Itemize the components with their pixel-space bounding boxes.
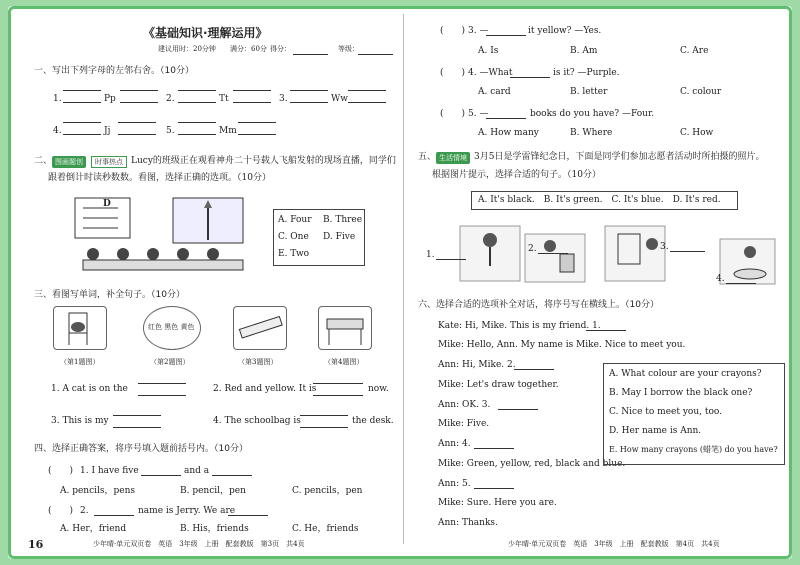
q5-opt-a: A. How many [478,128,539,138]
s4-q2: 2. [80,506,89,516]
q3-opt-c: C. Are [680,46,709,56]
dialog-line-2: Mike: Hello, Ann. My name is Mike. Nice to meet you. [438,340,686,350]
exam-sheet [8,6,792,559]
s1-letter-t: Tt [219,94,229,104]
s4-q2-b: B. His，friends [180,524,249,534]
s4-q1: 1. I have five [80,466,139,476]
q4-opt-b: B. letter [570,87,608,97]
meta-level: 等级： [338,45,359,53]
s2-opt-d: D. Five [323,232,356,242]
dialog-line-10: Mike: Sure. Here you are. [438,498,557,508]
q5-b: books do you have? —Four. [530,109,655,119]
s1-n3: 3. [279,94,288,104]
section-1-heading: 一、写出下列字母的左邻右舍。（10分） [34,66,194,76]
screen-letter: D [103,199,111,209]
q3-opt-a: A. Is [478,46,499,56]
s1-letter-m: Mm [219,126,237,136]
caption-1: （第1题图） [60,358,100,366]
s5-choices: A. It's black. B. It's green. C. It's blue. D. It's red. [478,195,721,205]
q5-bracket: ( ) [440,109,466,119]
s5-line2: 根据图片提示，选择合适的句子。（10分） [432,170,601,180]
q3-b: it yellow? —Yes. [528,26,602,36]
picture-chair-cat [53,306,107,350]
dialog-line-1: Kate: Hi, Mike. This is my friend. 1. [438,321,601,331]
photo-num-3: 3. [660,242,669,252]
s6-opt-a: A. What colour are your crayons? [609,369,762,379]
s4-q1-bracket: ( ) [48,466,74,476]
page-number: 16 [28,538,44,551]
caption-2: （第2题图） [150,358,190,366]
s3-q1: 1. A cat is on the [51,384,128,394]
q3-bracket: ( ) [440,26,466,36]
volunteer-photos [420,224,780,286]
dialog-line-6: Mike: Five. [438,419,490,429]
s3-q4: 4. The schoolbag is [213,416,301,426]
s4-q1-a: A. pencils，pens [60,486,136,496]
footer-right: 少年晴·单元双页卷 英语 3年级 上册 配套教版 第4页 共4页 [508,540,720,548]
s1-letter-w: Ww [331,94,348,104]
classroom-scene [73,190,258,272]
s4-q2-mid: name is Jerry. We are [138,506,236,516]
dialog-line-11: Ann: Thanks. [438,518,498,528]
caption-3: （第3题图） [238,358,278,366]
s2-line1: Lucy的班级正在观看神舟二十号载人飞船发射的现场直播，同学们 [131,156,396,166]
q5-opt-c: C. How [680,128,714,138]
meta-time: 建议用时：20分钟 [158,45,216,53]
s4-q1-b: B. pencil，pen [180,486,246,496]
s6-opt-b: B. May I borrow the black one? [609,388,753,398]
dialog-line-8: Mike: Green, yellow, red, black and blue. [438,459,626,469]
photo-num-2: 2. [528,244,537,254]
dialog-line-5: Ann: OK. 3. [438,400,491,410]
q3-a: 3. — [468,26,489,36]
s4-q1-mid: and a [184,466,210,476]
section-4-heading: 四、选择正确答案，将序号填入题前括号内。（10分） [34,444,248,454]
s4-q2-bracket: ( ) [48,506,74,516]
s2-opt-a: A. Four [278,215,312,225]
dialog-line-9: Ann: 5. [438,479,471,489]
q4-opt-a: A. card [478,87,511,97]
s1-n5: 5. [166,126,175,136]
dialog-line-4: Mike: Let's draw together. [438,380,559,390]
section-6-heading: 六、选择合适的选项补全对话，将序号写在横线上。（10分） [418,300,659,310]
page-divider [403,14,404,544]
s4-q1-c: C. pencils，pen [292,486,363,496]
tag-picture: 图画题创 [52,156,86,168]
s2-opt-c: C. One [278,232,309,242]
footer-left: 少年晴·单元双页卷 英语 3年级 上册 配套教版 第3页 共4页 [93,540,305,548]
s6-opt-c: C. Nice to meet you, too. [609,407,723,417]
s1-letter-j: Jj [104,126,111,136]
s5-line1: 3月5日是学雷锋纪念日，下面是同学们参加志愿者活动时所拍摄的照片。 [474,152,765,162]
caption-4: （第4题图） [324,358,364,366]
photo-num-1: 1. [426,250,435,260]
meta-got: 得分： [270,45,291,53]
s1-n1: 1. [53,94,62,104]
picture-desk [318,306,372,350]
s3-q2-end: now. [368,384,389,394]
picture-ruler [233,306,287,350]
photo-num-4: 4. [716,274,725,284]
q3-opt-b: B. Am [570,46,598,56]
q5-a: 5. — [468,109,489,119]
chalk-words: 红色 黑色 黄色 [148,323,195,331]
q5-opt-b: B. Where [570,128,613,138]
tag-news: 时事热点 [91,156,127,168]
section-2-num: 二、 [34,156,53,166]
s2-opt-b: B. Three [323,215,363,225]
s2-opt-e: E. Two [278,249,310,259]
section-3-heading: 三、看图写单词，补全句子。（10分） [34,290,185,300]
s1-letter-p: Pp [104,94,116,104]
q4-opt-c: C. colour [680,87,722,97]
s3-q4-end: the desk. [352,416,394,426]
tag-life: 生活情境 [436,152,470,164]
s1-n2: 2. [166,94,175,104]
s2-line2: 跟着倒计时读秒数数。看图，选择正确的选项。（10分） [48,173,271,183]
q4-b: is it? —Purple. [553,68,620,78]
dialog-line-7: Ann: 4. [438,439,471,449]
s3-q3: 3. This is my [51,416,109,426]
s4-q2-c: C. He，friends [292,524,359,534]
s4-q2-a: A. Her，friend [60,524,127,534]
section-5-num: 五、 [418,152,437,162]
dialog-line-3: Ann: Hi, Mike. 2. [438,360,516,370]
q4-a: 4. —What [468,68,513,78]
s6-opt-d: D. Her name is Ann. [609,426,702,436]
q4-bracket: ( ) [440,68,466,78]
s1-n4: 4. [53,126,62,136]
meta-score: 满分：60分 [230,45,267,53]
s3-q2: 2. Red and yellow. It is [213,384,317,394]
s6-opt-e: E. How many crayons (蜡笔) do you have? [609,445,778,454]
page-title: 《基础知识·理解运用》 [143,26,268,40]
